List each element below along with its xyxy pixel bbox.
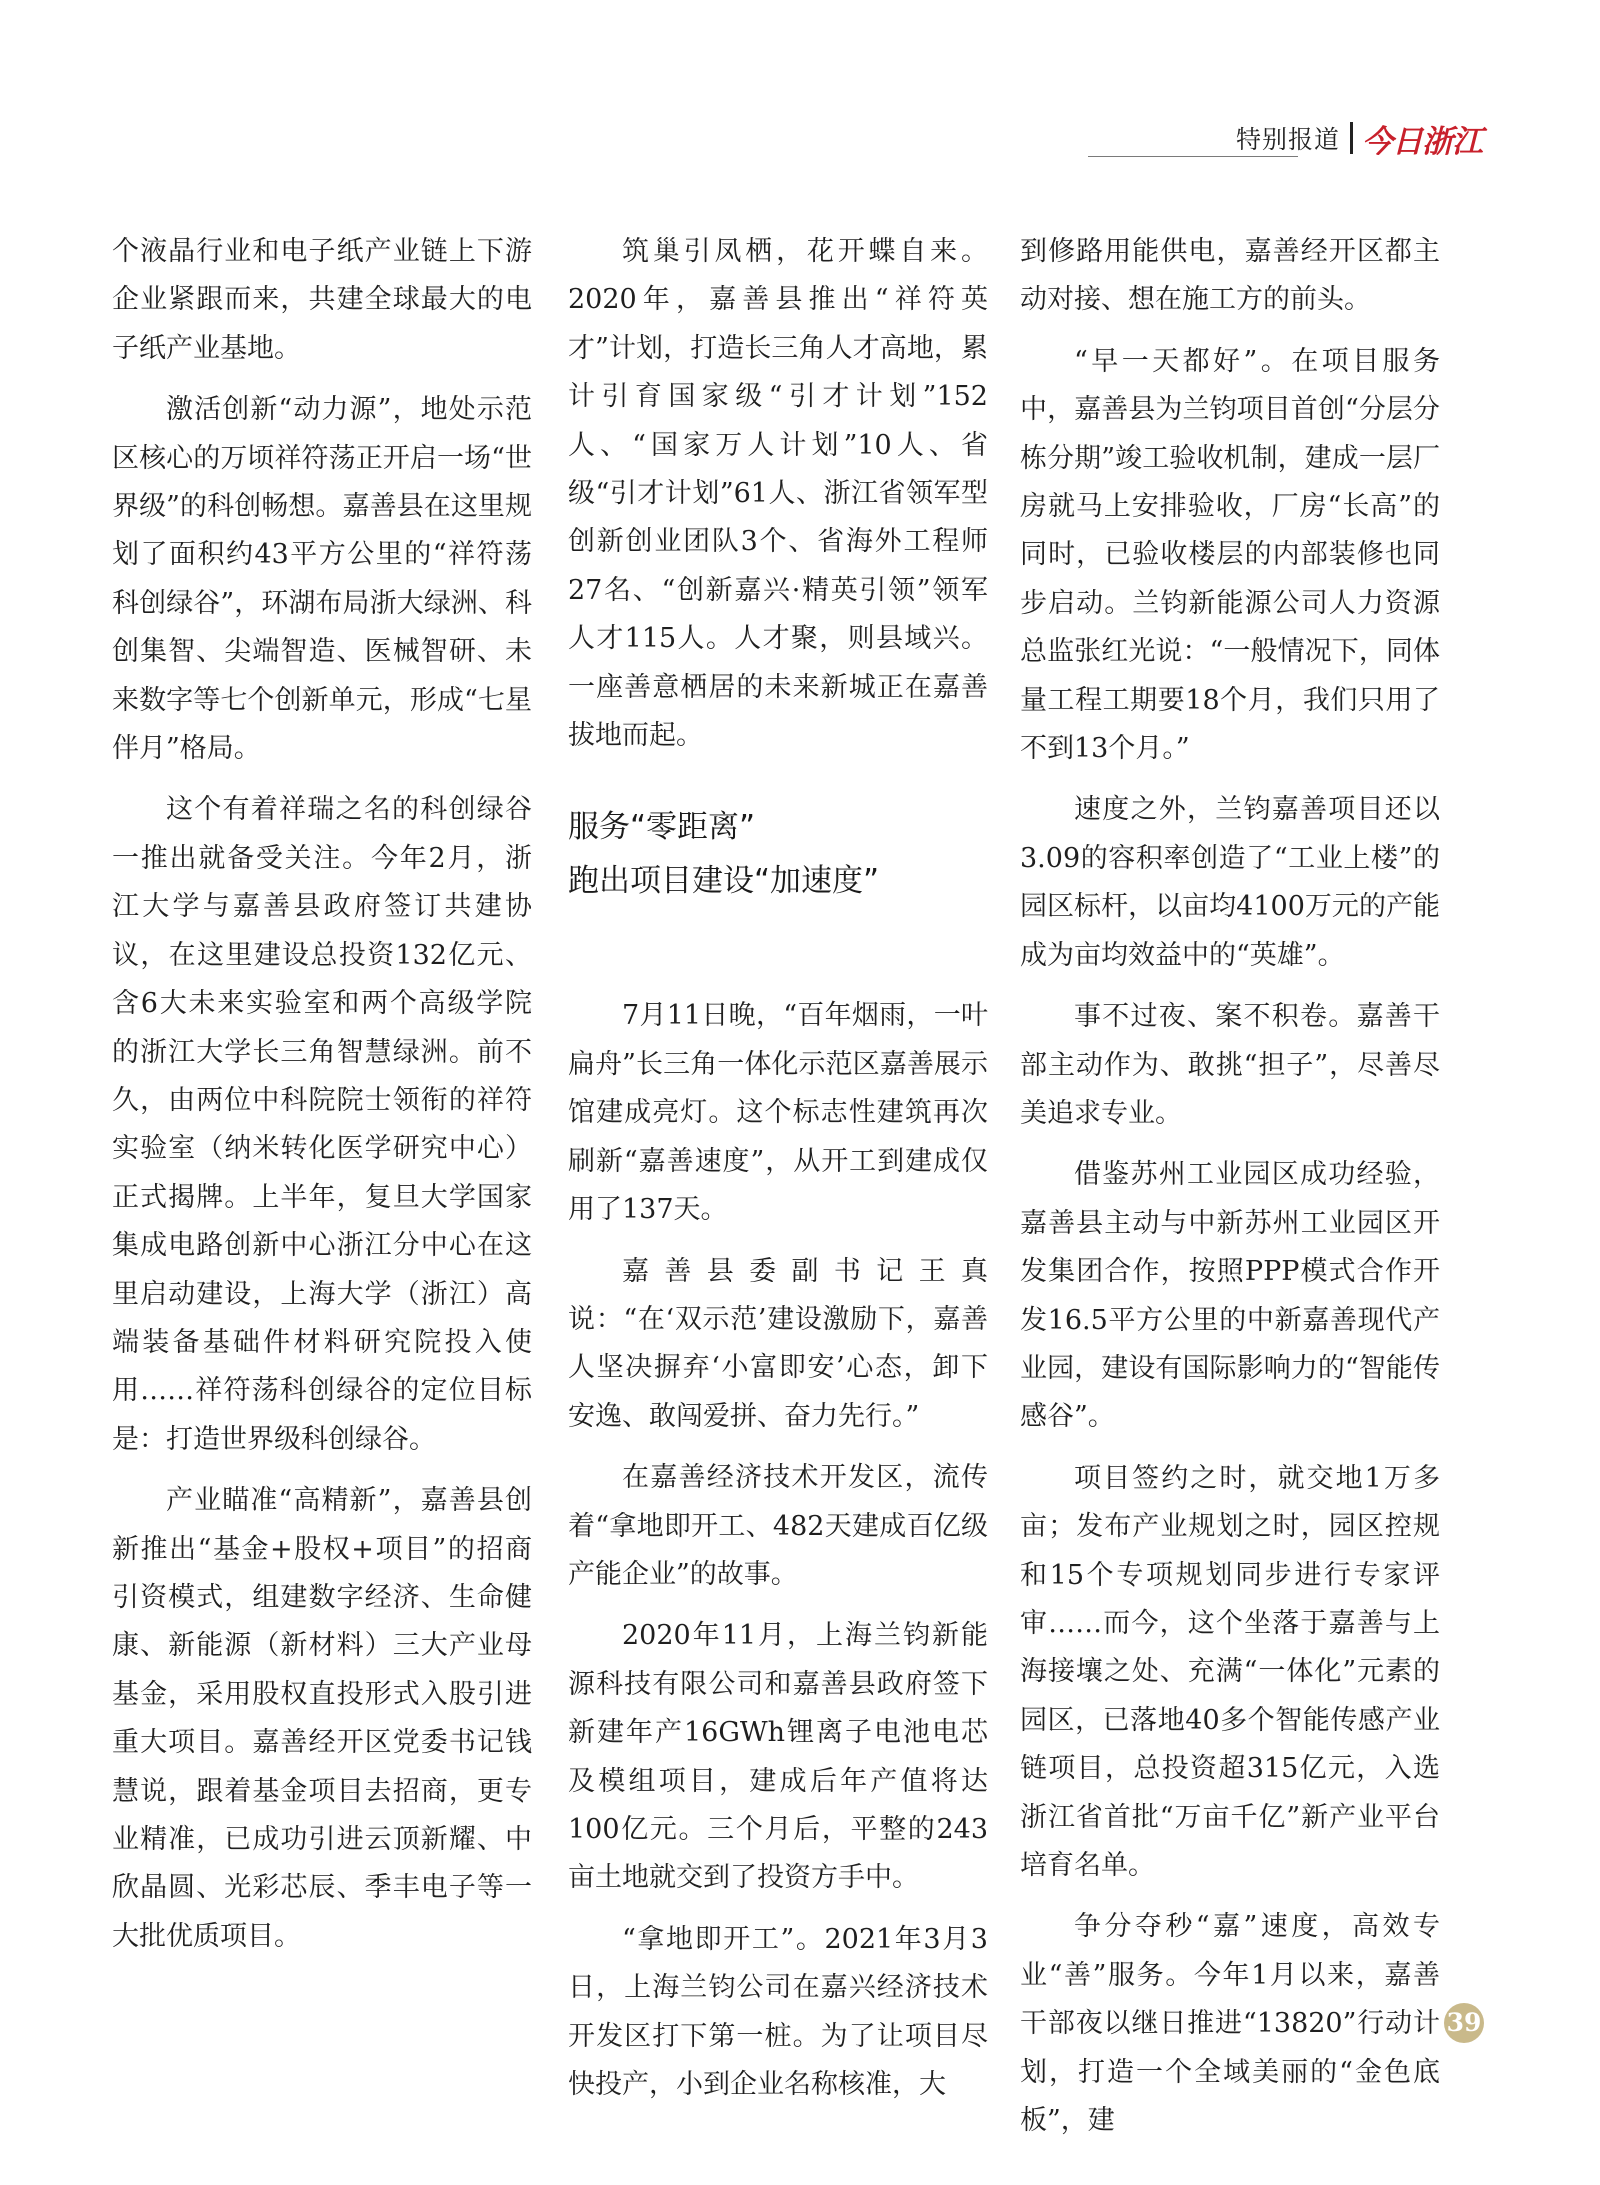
paragraph: 速度之外，兰钧嘉善项目还以3.09的容积率创造了“工业上楼”的园区标杆，以亩均4100万元的产能成为亩均效益中的“英雄”。 [1020, 794, 1440, 971]
paragraph: “拿地即开工”。2021年3月3日，上海兰钧公司在嘉兴经济技术开发区打下第一桩。为了让项目尽快投产，小到企业名称核准，大 [568, 1923, 988, 2100]
article-column-1 [112, 228, 532, 1974]
subheading-line-2: 跑出项目建设“加速度” [568, 863, 880, 900]
paragraph: 争分夺秒“嘉”速度，高效专业“善”服务。今年1月以来，嘉善干部夜以继日推进“13820”行动计划，打造一个全域美丽的“金色底板”，建 [1020, 1911, 1440, 2137]
page-number: 39 [1444, 2003, 1484, 2043]
paragraph: 到修路用能供电，嘉善经开区都主动对接、想在施工方的前头。 [1020, 236, 1440, 316]
paragraph: “早一天都好”。在项目服务中，嘉善县为兰钧项目首创“分层分栋分期”竣工验收机制，建成一层厂房就马上安排验收，厂房“长高”的同时，已验收楼层的内部装修也同步启动。兰钧新能源公司人力资源总监张红光说：“一般情况下，同体量工程工期要18个月，我们只用了不到13个月。” [1020, 345, 1440, 765]
article-column-2 [568, 228, 988, 2122]
paragraph: 事不过夜、案不积卷。嘉善干部主动作为、敢挑“担子”，尽善尽美追求专业。 [1020, 1001, 1440, 1129]
subheading-line-1: 服务“零距离” [568, 809, 756, 846]
paragraph: 2020年11月，上海兰钧新能源科技有限公司和嘉善县政府签下新建年产16GWh锂离子电池电芯及模组项目，建成后年产值将达100亿元。三个月后，平整的243亩土地就交到了投资方手中。 [568, 1620, 988, 1894]
paragraph: 产业瞄准“高精新”，嘉善县创新推出“基金+股权+项目”的招商引资模式，组建数字经济、生命健康、新能源（新材料）三大产业母基金，采用股权直投形式入股引进重大项目。嘉善经开区党委书记钱慧说，跟着基金项目去招商，更专业精准，已成功引进云顶新耀、中欣晶圆、光彩芯辰、季丰电子等一大批优质项目。 [112, 1485, 532, 1952]
paragraph: 个液晶行业和电子纸产业链上下游企业紧跟而来，共建全球最大的电子纸产业基地。 [112, 236, 532, 364]
paragraph: 在嘉善经济技术开发区，流传着“拿地即开工、482天建成百亿级产能企业”的故事。 [568, 1462, 988, 1590]
paragraph: 筑巢引凤栖，花开蝶自来。2020年，嘉善县推出“祥符英才”计划，打造长三角人才高地，累计引育国家级“引才计划”152人、“国家万人计划”10人、省级“引才计划”61人、浙江省领军型创新创业团队3个、省海外工程师27名、“创新嘉兴·精英引领”领军人才115人。人才聚，则县域兴。一座善意栖居的未来新城正在嘉善拔地而起。 [568, 236, 988, 752]
paragraph: 嘉善县委副书记王真说：“在‘双示范’建设激励下，嘉善人坚决摒弃‘小富即安’心态，卸下安逸、敢闯爱拼、奋力先行。” [568, 1255, 988, 1432]
article-column-3 [1020, 228, 1440, 2158]
section-label: 特别报道 [1235, 125, 1340, 154]
paragraph: 项目签约之时，就交地1万多亩；发布产业规划之时，园区控规和15个专项规划同步进行专家评审……而今，这个坐落于嘉善与上海接壤之处、充满“一体化”元素的园区，已落地40多个智能传感产业链项目，总投资超315亿元，入选浙江省首批“万亩千亿”新产业平台培育名单。 [1020, 1462, 1440, 1881]
paragraph: 激活创新“动力源”，地处示范区核心的万顷祥符荡正开启一场“世界级”的科创畅想。嘉善县在这里规划了面积约43平方公里的“祥符荡科创绿谷”，环湖布局浙大绿洲、科创集智、尖端智造、医械智研、未来数字等七个创新单元，形成“七星伴月”格局。 [112, 394, 532, 765]
paragraph: 7月11日晚，“百年烟雨，一叶扁舟”长三角一体化示范区嘉善展示馆建成亮灯。这个标志性建筑再次刷新“嘉善速度”，从开工到建成仅用了137天。 [568, 1000, 988, 1226]
paragraph: 这个有着祥瑞之名的科创绿谷一推出就备受关注。今年2月，浙江大学与嘉善县政府签订共建协议，在这里建设总投资132亿元、含6大未来实验室和两个高级学院的浙江大学长三角智慧绿洲。前不久，由两位中科院院士领衔的祥符实验室（纳米转化医学研究中心）正式揭牌。上半年，复旦大学国家集成电路创新中心浙江分中心在这里启动建设，上海大学（浙江）高端装备基础件材料研究院投入使用……祥符荡科创绿谷的定位目标是：打造世界级科创绿谷。 [112, 794, 532, 1455]
magazine-logo: 今日浙江 [1362, 123, 1482, 160]
paragraph: 借鉴苏州工业园区成功经验，嘉善县主动与中新苏州工业园区开发集团合作，按照PPP模式合作开发16.5平方公里的中新嘉善现代产业园，建设有国际影响力的“智能传感谷”。 [1020, 1159, 1440, 1433]
header-divider [1350, 122, 1353, 154]
page-header [1236, 118, 1482, 158]
section-subheading [568, 800, 988, 908]
